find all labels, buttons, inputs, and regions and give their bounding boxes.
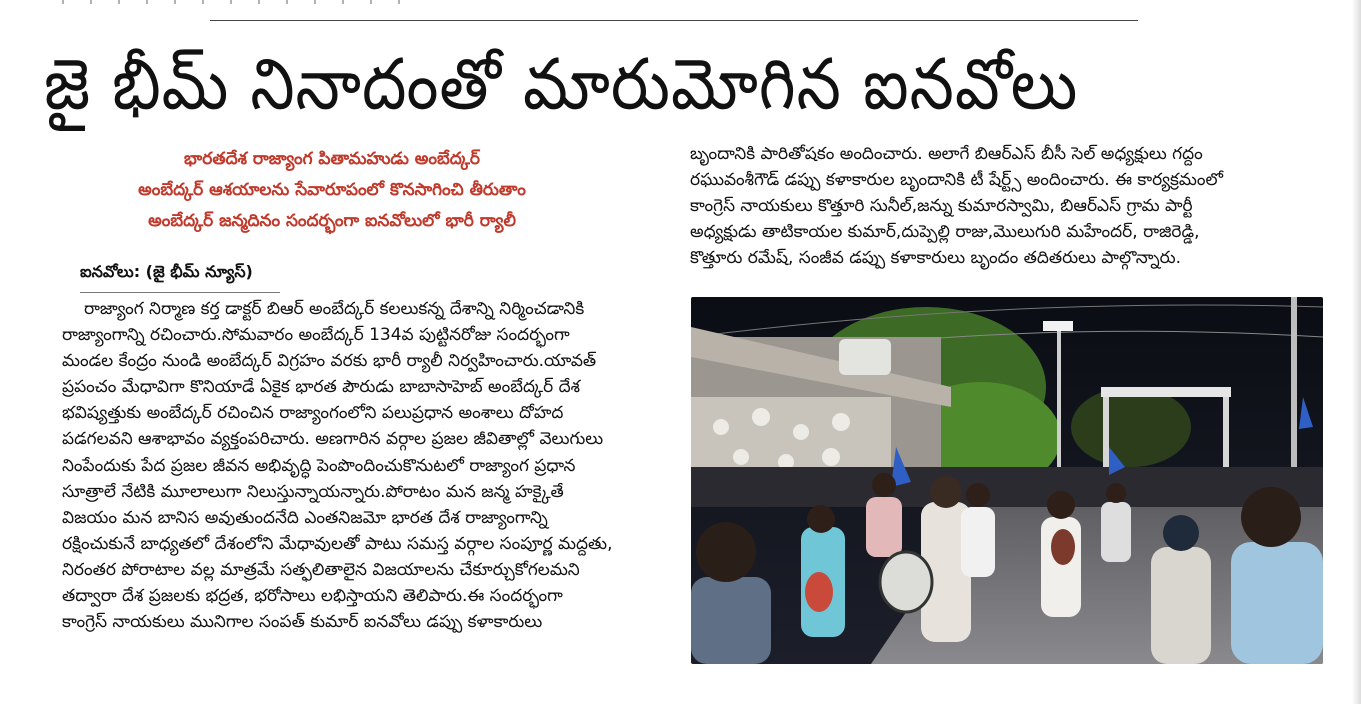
subheads	[62, 144, 602, 237]
body-line: నిరంతర పోరాటాల వల్ల మాత్రమే సత్ఫలితాలైన విజయాలను చేకూర్చుకోగలమని	[62, 559, 580, 580]
subhead-3: అంబేద్కర్ జన్మదినం సందర్భంగా ఐనవోలులో భారీ ర్యాలీ	[148, 211, 516, 231]
body-line: రాజ్యాంగ నిర్మాణ కర్త డాక్టర్ బిఆర్ అంబేద్కర్ కలలుకన్న దేశాన్ని నిర్మించడానికి	[84, 299, 585, 319]
body-line: విజయం మన బానిస అవుతుందనేది ఎంతనిజమో భారత దేశ రాజ్యాంగాన్ని	[62, 507, 548, 528]
body-line: తద్వారా దేశ ప్రజలకు భద్రత, భరోసాలు లభిస్తాయని తెలిపారు.ఈ సందర్భంగా	[62, 586, 563, 607]
top-rule	[210, 20, 1138, 21]
body-line: కొత్తూరు రమేష్, సంజీవ డప్పు కళాకారులు బృందం తదితరులు పాల్గొన్నారు.	[690, 248, 1182, 269]
dateline-rule	[80, 292, 280, 293]
body-line: రఘువంశీగౌడ్ డప్పు కళాకారుల బృందానికి టీ షేర్ట్స్ అందించారు. ఈ కార్యక్రమంలో	[690, 170, 1223, 191]
page-edge	[1352, 0, 1361, 704]
body-line: రక్షించుకునే బాధ్యతలో దేశంలోని మేధావులతో పాటు సమస్త వర్గాల సంపూర్ణ మద్దతు,	[62, 533, 613, 554]
body-line: పడగలవని ఆశాభావం వ్యక్తంపరిచారు. అణగారిన వర్గాల ప్రజల జీవితాల్లో వెలుగులు	[62, 429, 604, 450]
cropped-top-text	[62, 0, 412, 4]
body-line: భవిష్యత్తుకు అంబేద్కర్ రచించిన రాజ్యాంగంలోని పలుప్రధాన అంశాలు దోహద	[62, 403, 564, 424]
body-line: మండల కేంద్రం నుండి అంబేద్కర్ విగ్రహం వరకు భారీ ర్యాలీ నిర్వహించారు.యావత్	[62, 351, 597, 372]
body-line: నింపేందుకు పేద ప్రజల జీవన అభివృద్ధి పెంపొందించుకొనుటలో రాజ్యాంగ ప్రధాన	[62, 455, 576, 476]
headline: జై భీమ్ నినాదంతో మారుమోగిన ఐనవోలు	[44, 43, 1079, 126]
body-line: కాంగ్రెస్ నాయకులు మునిగాల సంపత్ కుమార్ ఐనవోలు డప్పు కళాకారులు	[62, 612, 543, 633]
rally-photo	[691, 297, 1323, 664]
body-line: బృందానికి పారితోషకం అందించారు. అలాగే బిఆర్ఎస్ బీసీ సెల్ అధ్యక్షులు గద్దం	[690, 144, 1203, 164]
dateline: ఐనవోలు: (జై భీమ్ న్యూస్)	[80, 262, 253, 281]
article-body-right	[690, 141, 1310, 271]
article-body-left	[62, 296, 669, 635]
subhead-1: భారతదేశ రాజ్యాంగ పితామహుడు అంబేద్కర్	[184, 149, 480, 169]
body-line: ప్రపంచం మేధావిగా కొనియాడే ఏకైక భారత పౌరుడు బాబాసాహెబ్ అంబేద్కర్ దేశ	[62, 377, 580, 398]
body-line: అధ్యక్షుడు తాటికాయల కుమార్,దుప్పెల్లి రాజు,మొలుగురి మహేందర్, రాజిరెడ్డి,	[690, 222, 1200, 243]
body-line: సూత్రాలే నేటికి మూలాలుగా నిలుస్తున్నాయన్నారు.పోరాటం మన జన్మ హక్కైతే	[62, 481, 564, 502]
body-line: కాంగ్రెస్ నాయకులు కొత్తూరి సునీల్,జన్ను కుమారస్వామి, బిఆర్ఎస్ గ్రామ పార్టీ	[690, 196, 1193, 217]
body-line: రాజ్యాంగాన్ని రచించారు.సోమవారం అంబేద్కర్ 134వ పుట్టినరోజు సందర్భంగా	[62, 325, 570, 346]
subhead-2: అంబేద్కర్ ఆశయాలను సేవారూపంలో కొనసాగించి తీరుతాం	[138, 180, 526, 200]
